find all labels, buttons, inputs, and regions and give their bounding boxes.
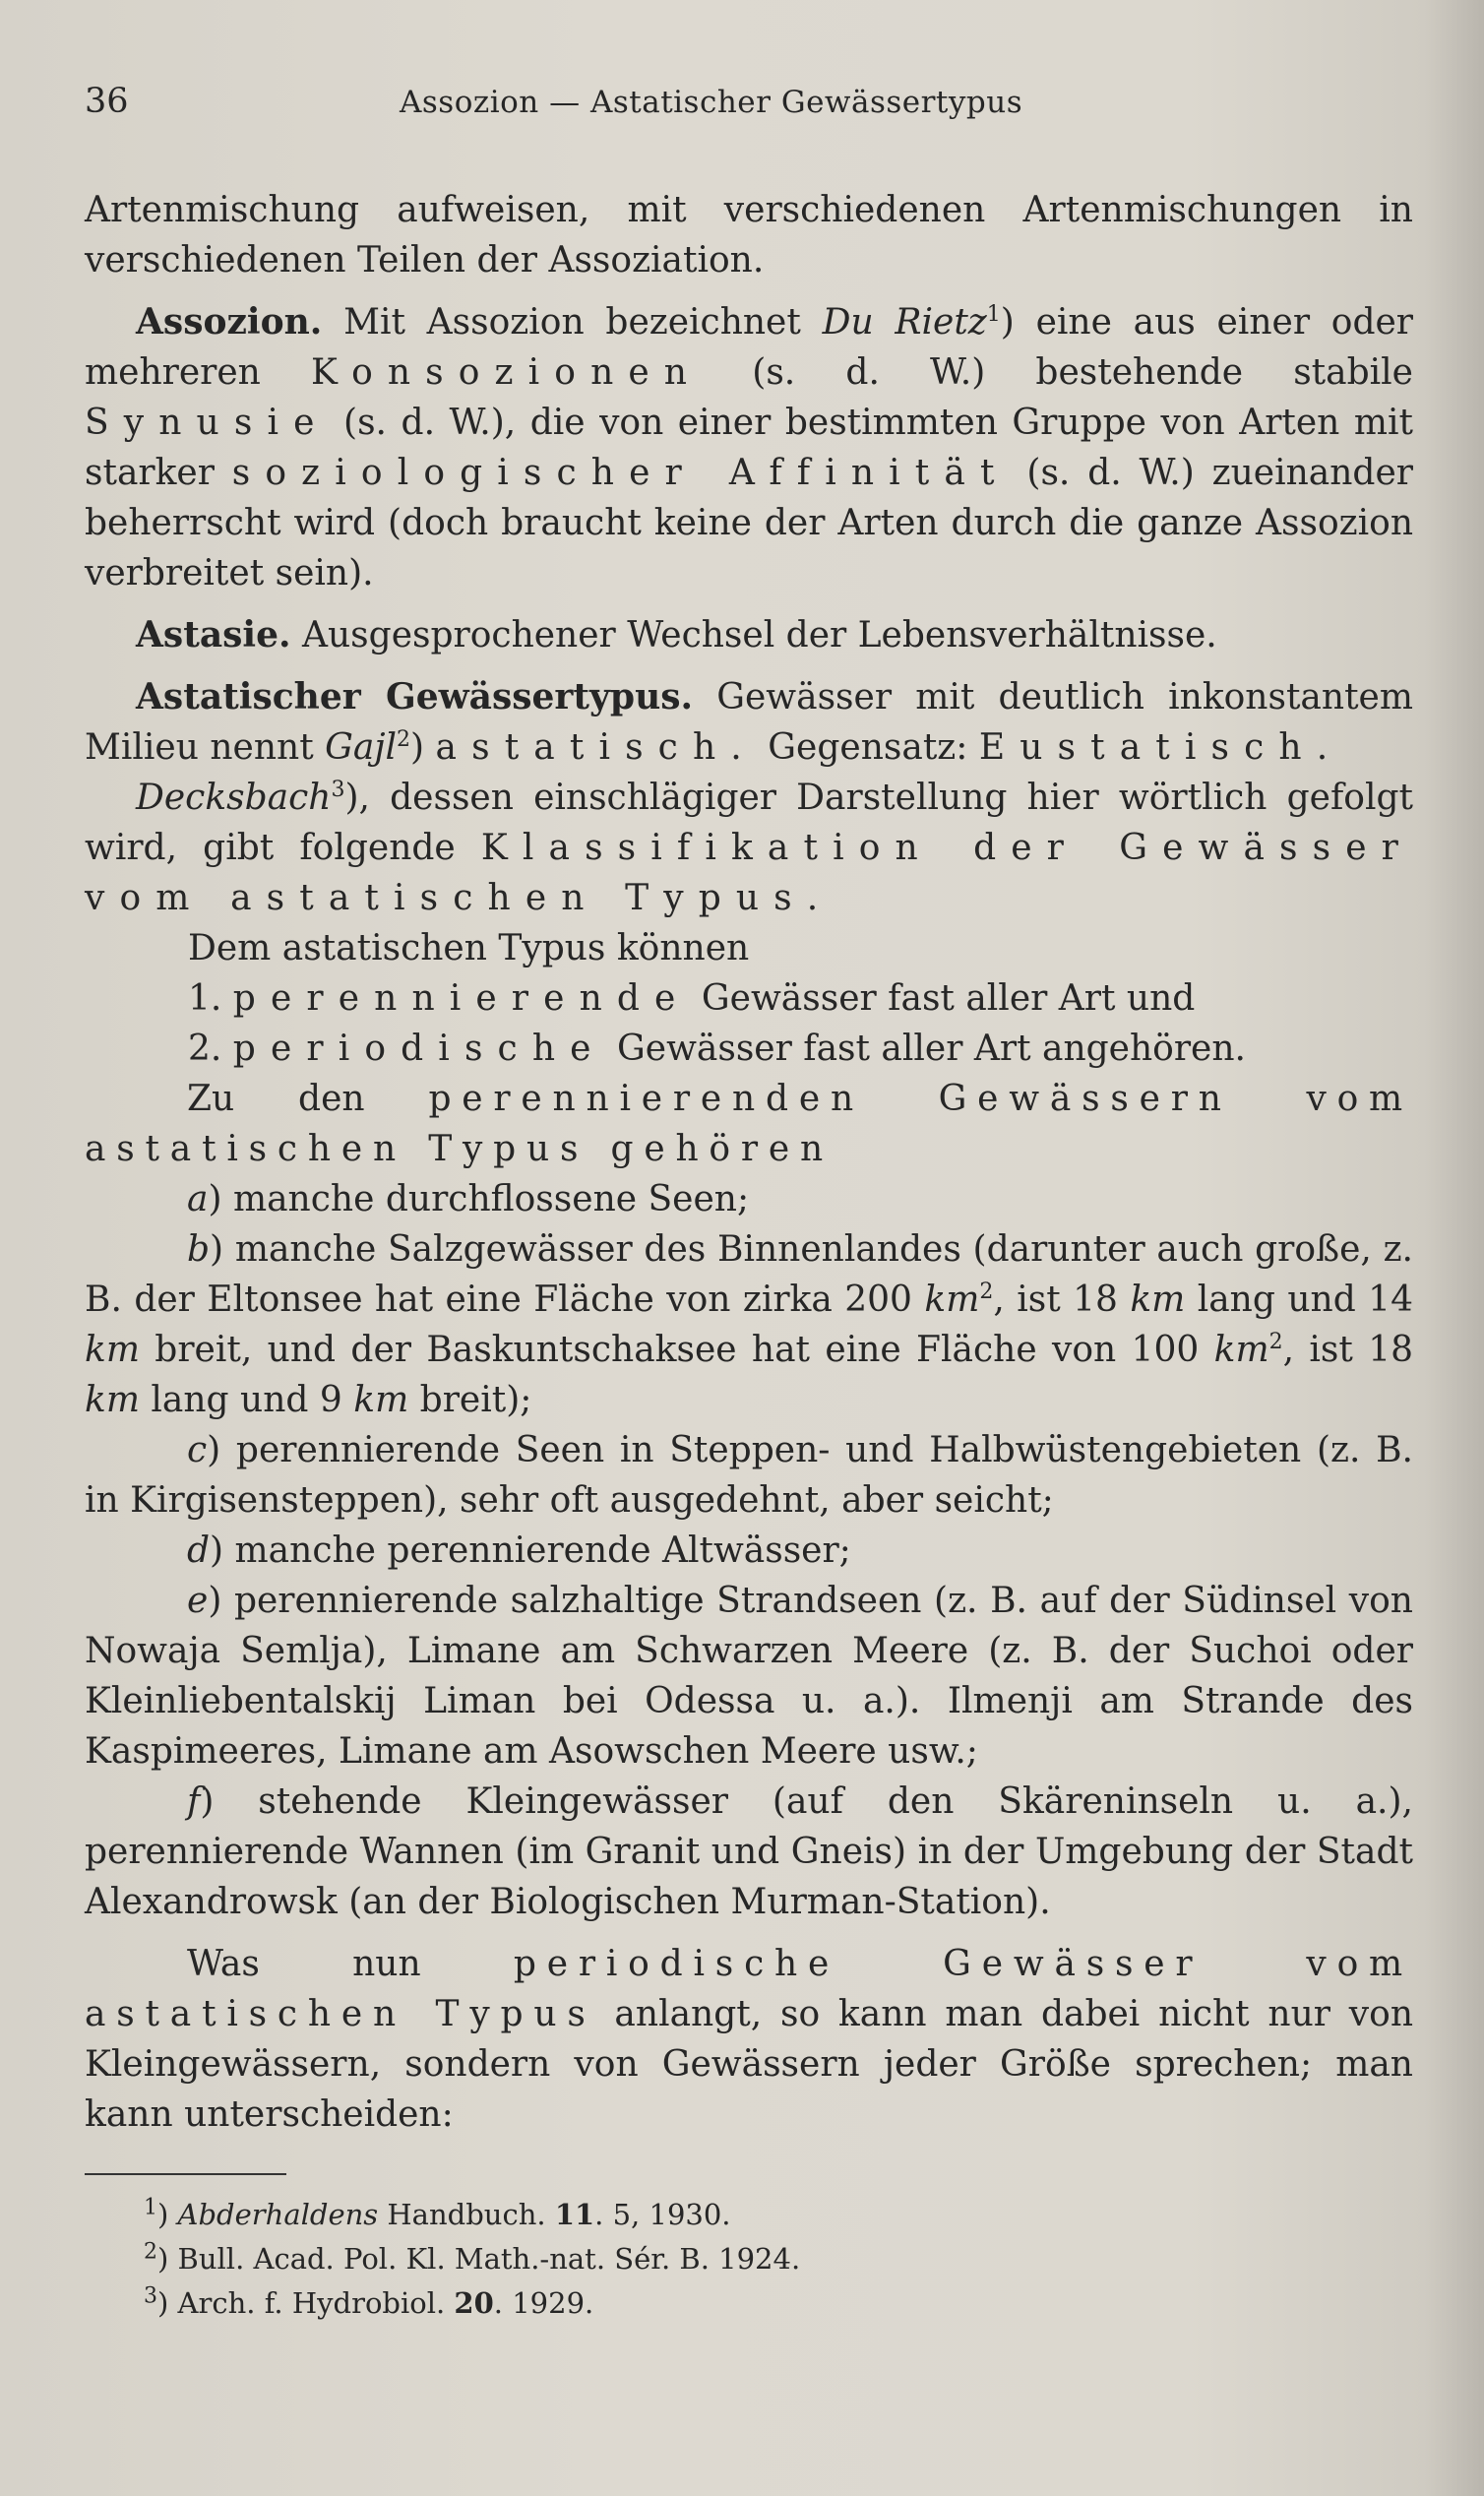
- sub-item-text: ) manche perennierende Altwässer;: [210, 1530, 851, 1571]
- sub-item-label: b: [187, 1229, 211, 1270]
- sub-item-label: c: [187, 1430, 208, 1470]
- sub-item-text: , ist 18: [993, 1279, 1131, 1320]
- paragraph-decksbach: [85, 773, 1413, 923]
- sub-item-a: [85, 1174, 1413, 1224]
- author-name: Gajl: [325, 727, 398, 768]
- exponent: 2: [979, 1279, 994, 1304]
- footnote-mark: 3: [144, 2283, 157, 2309]
- entry-term: Assozion.: [136, 301, 323, 343]
- footnote-1: $^1$) Abderhaldens Handbuch. 11. 5, 1930.: [144, 2195, 731, 2231]
- footnote-text: . 5, 1930.: [594, 2198, 731, 2231]
- list-number: 2.: [188, 1029, 233, 1069]
- sub-item-text: , ist 18: [1282, 1330, 1414, 1370]
- spaced-term: Klassifikation der Gewässer vom astatischen Typus.: [85, 828, 1413, 918]
- sub-item-text: ) manche Salzgewässer des Binnenlandes (darunter auch große, z. B. der Eltonsee hat eine Fläche von zirka 200: [85, 1229, 1413, 1320]
- footnote-text: Arch. f. Hydrobiol.: [177, 2286, 455, 2320]
- footnote-text: . 1929.: [493, 2286, 594, 2320]
- paragraph-text: ), dessen einschlägiger Darstellung hier wörtlich gefolgt wird, gibt folgende: [85, 778, 1413, 868]
- unit: km: [1213, 1330, 1269, 1370]
- entry-text: Gewässer mit deutlich inkonstantem Milieu nennt: [85, 677, 1413, 768]
- sub-item-text: breit, und der Baskuntschaksee hat eine Fläche von 100: [139, 1330, 1214, 1370]
- sub-item-d: [85, 1526, 1413, 1576]
- entry-text: (s. d. W.), die von einer bestimmten Gruppe von Arten mit starker: [85, 403, 1413, 493]
- list-text: Gewässer fast aller Art und: [690, 978, 1196, 1019]
- footnote-ref: 1: [986, 302, 1001, 327]
- spaced-term: Synusie: [85, 403, 330, 443]
- exponent: 2: [1268, 1330, 1283, 1354]
- entry-text: ): [410, 727, 436, 768]
- unit: km: [85, 1380, 140, 1420]
- unit: km: [85, 1330, 140, 1370]
- sub-item-text: ) perennierende Seen in Steppen- und Halbwüstengebieten (z. B. in Kirgisensteppen), sehr oft ausgedehnt, aber seicht;: [85, 1430, 1413, 1521]
- spaced-term: perennierenden Gewässern vom astatischen Typus gehören: [85, 1079, 1413, 1169]
- sub-item-text: breit);: [408, 1380, 532, 1420]
- footnote-3: $^3$) Arch. f. Hydrobiol. 20. 1929.: [144, 2283, 594, 2320]
- unit: km: [353, 1380, 409, 1420]
- paragraph-continuation: Artenmischung aufweisen, mit verschiedenen Artenmischungen in verschiedenen Teilen der Assoziation.: [85, 190, 1413, 281]
- paragraph-text: anlangt, so kann man dabei nicht nur von Kleingewässern, sondern von Gewässern jeder Größe sprechen; man kann unterscheiden:: [85, 1994, 1414, 2135]
- sub-item-label: a: [187, 1179, 209, 1219]
- footnote-2: $^2$) Bull. Acad. Pol. Kl. Math.-nat. Sér. B. 1924.: [144, 2239, 801, 2276]
- footnote-mark: 2: [144, 2239, 157, 2265]
- entry-term: Astatischer Gewässertypus.: [136, 676, 694, 718]
- footnote-text: Bull. Acad. Pol. Kl. Math.-nat. Sér. B. 1924.: [177, 2242, 801, 2276]
- sub-item-f: [85, 1777, 1413, 1927]
- sub-item-text: ) stehende Kleingewässer (auf den Skäreninseln u. a.), perennierende Wannen (im Granit und Gneis) in der Umgebung der Stadt Alexandrowsk (an der Biologischen Murman-Station).: [85, 1781, 1413, 1922]
- paragraph-was-nun: [85, 1939, 1413, 2140]
- sub-item-text: ) manche durchflossene Seen;: [208, 1179, 750, 1219]
- volume-number: 11: [554, 2198, 595, 2231]
- entry-text: Ausgesprochener Wechsel der Lebensverhältnisse.: [290, 615, 1217, 655]
- page-content: [85, 77, 1413, 2326]
- spaced-term: periodische: [232, 1029, 606, 1069]
- footnote-ref: 2: [397, 727, 411, 752]
- sub-item-text: lang und 14: [1185, 1279, 1413, 1320]
- footnote-mark: 1: [144, 2195, 157, 2220]
- unit: km: [924, 1279, 980, 1320]
- entry-assozion: [85, 297, 1413, 598]
- spaced-term: perennierende: [232, 978, 691, 1019]
- sub-item-e: [85, 1576, 1413, 1777]
- paragraph-dem: Dem astatischen Typus können: [188, 928, 750, 968]
- spaced-term: soziologischer Affinität: [231, 453, 1010, 493]
- entry-astasie: [85, 610, 1413, 660]
- entry-text: (s. d. W.) bestehende stabile: [702, 352, 1413, 393]
- sub-item-label: d: [187, 1530, 211, 1571]
- running-title: Assozion — Astatischer Gewässertypus: [400, 85, 1023, 120]
- entry-text: Gegensatz:: [756, 727, 979, 768]
- paragraph-text: Was nun: [187, 1944, 514, 1984]
- entry-text: Mit Assozion bezeichnet: [322, 302, 823, 343]
- sub-item-b: [85, 1224, 1413, 1425]
- author-name: Abderhaldens: [177, 2198, 379, 2231]
- spaced-term: astatisch.: [435, 727, 757, 768]
- list-text: Gewässer fast aller Art angehören.: [605, 1029, 1246, 1069]
- sub-item-text: lang und 9: [139, 1380, 354, 1420]
- page-number: 36: [85, 82, 129, 121]
- list-item-2: [85, 1024, 1413, 1074]
- entry-text: ) eine aus einer oder mehreren: [85, 302, 1414, 393]
- paragraph-zu-den: [85, 1074, 1413, 1174]
- entry-astatischer-gewaessertypus: [85, 672, 1413, 773]
- entry-term: Astasie.: [136, 614, 291, 655]
- spaced-term: Eustatisch.: [978, 727, 1343, 768]
- paragraph-text: Zu den: [187, 1079, 429, 1119]
- footnote-divider: [85, 2173, 286, 2175]
- list-item-1: [85, 973, 1413, 1024]
- page-header: [85, 77, 1413, 136]
- footnote-text: Handbuch.: [378, 2198, 555, 2231]
- list-number: 1.: [188, 978, 233, 1019]
- sub-item-label: e: [187, 1581, 209, 1621]
- author-name: Du Rietz: [822, 302, 987, 343]
- spaced-term: Konsozionen: [311, 352, 703, 393]
- unit: km: [1130, 1279, 1186, 1320]
- spaced-term: periodische Gewässer vom astatischen Typus: [85, 1944, 1413, 2034]
- sub-item-text: ) perennierende salzhaltige Strandseen (z. B. auf der Südinsel von Nowaja Semlja), Limane am Schwarzen Meere (z. B. der Suchoi oder Kleinliebentalskij Liman bei Odessa u. a.). Ilmenji am Strande des Kaspimeeres, Limane am Asowschen Meere usw.;: [85, 1581, 1413, 1772]
- entry-text: (s. d. W.) zueinander beherrscht wird (doch braucht keine der Arten durch die ganze Assozion verbreitet sein).: [85, 453, 1413, 593]
- author-name: Decksbach: [136, 778, 332, 818]
- volume-number: 20: [454, 2286, 494, 2320]
- sub-item-label: f: [187, 1781, 201, 1822]
- sub-item-c: [85, 1425, 1413, 1526]
- footnote-ref: 3: [331, 778, 345, 802]
